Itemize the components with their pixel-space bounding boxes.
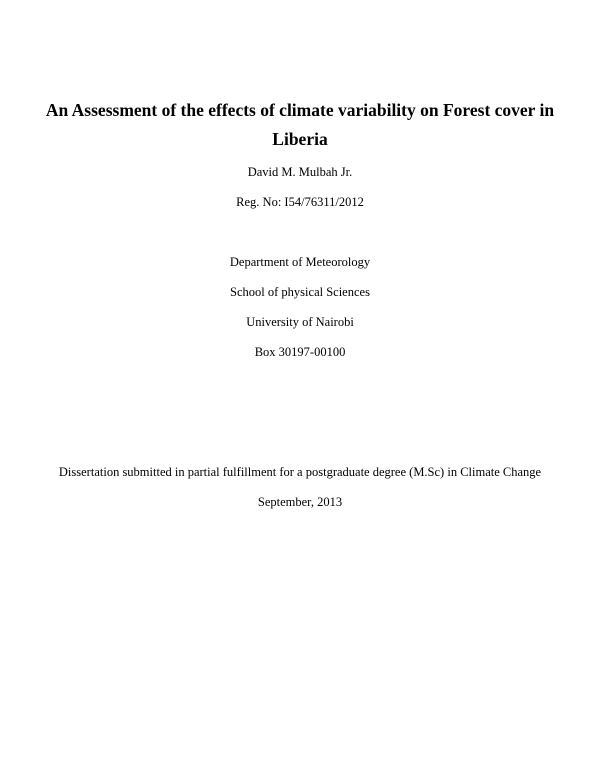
registration-number: Reg. No: I54/76311/2012 — [236, 195, 364, 209]
document-title-line-2: Liberia — [272, 129, 328, 149]
school-name: School of physical Sciences — [230, 285, 370, 299]
document-title-line-1: An Assessment of the effects of climate variability on Forest cover in — [45, 100, 555, 120]
author-name: David M. Mulbah Jr. — [247, 165, 353, 179]
submission-date: September, 2013 — [257, 495, 343, 509]
postal-box: Box 30197-00100 — [254, 345, 346, 359]
submission-statement: Dissertation submitted in partial fulfillment for a postgraduate degree (M.Sc) in Climate Change — [58, 465, 542, 479]
university-name: University of Nairobi — [246, 315, 354, 329]
department-name: Department of Meteorology — [229, 255, 371, 269]
